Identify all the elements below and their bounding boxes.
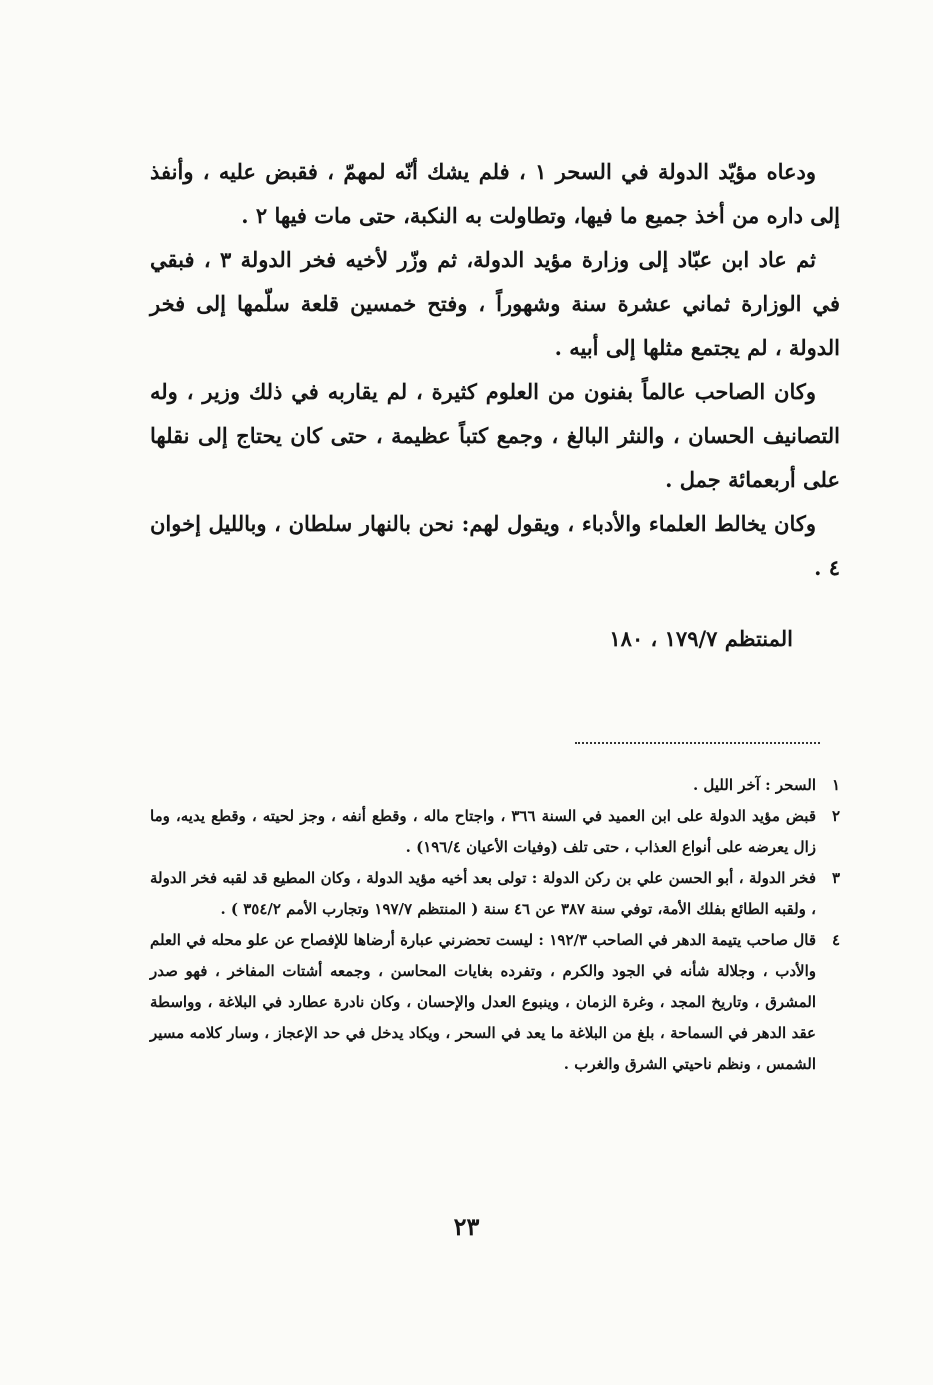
paragraph-2: ثم عاد ابن عبّاد إلى وزارة مؤيد الدولة، ثم وزّر لأخيه فخر الدولة ٣ ، فبقي في الوزارة ثماني عشرة سنة وشهوراً ، وفتح خمسين قلعة سلّمها إلى فخر الدولة ، لم يجتمع مثلها إلى أبيه . <box>150 247 840 360</box>
footnote-text: قبض مؤيد الدولة على ابن العميد في السنة ٣٦٦ ، واجتاح ماله ، وقطع أنفه ، وجز لحيته ، وقطع يديه، وما زال يعرضه على أنواع العذاب ، حتى تلف (وفيات الأعيان ١٩٦/٤) . <box>150 807 816 856</box>
footnote-text: السحر : آخر الليل . <box>692 776 816 794</box>
footnote-number: ٢ <box>831 807 840 825</box>
main-text <box>150 150 840 590</box>
paragraph-3: وكان الصاحب عالماً بفنون من العلوم كثيرة ، لم يقاربه في ذلك وزير ، وله التصانيف الحسان ، والنثر البالغ ، وجمع كتباً عظيمة ، حتى كان يحتاج إلى نقلها على أربعمائة جمل . <box>150 379 840 492</box>
footnotes <box>150 770 840 1080</box>
page-number: ٢٣ <box>453 1212 480 1241</box>
paragraph-4: وكان يخالط العلماء والأدباء ، ويقول لهم: نحن بالنهار سلطان ، وبالليل إخوان ٤ . <box>150 511 840 580</box>
paragraph-1: ودعاه مؤيّد الدولة في السحر ١ ، فلم يشك أنّه لمهمّ ، فقبض عليه ، وأنفذ إلى داره من أخذ جميع ما فيها، وتطاولت به النكبة، حتى مات فيها ٢ . <box>150 159 840 228</box>
footnote-4 <box>150 925 840 1080</box>
footnote-separator <box>575 742 820 744</box>
footnote-text: فخر الدولة ، أبو الحسن علي بن ركن الدولة : تولى بعد أخيه مؤيد الدولة ، وكان المطيع قد لقبه فخر الدولة ، ولقبه الطائع بفلك الأمة، توفي سنة ٣٨٧ عن ٤٦ سنة ( المنتظم ١٩٧/٧ وتجارب الأمم ٣٥٤/٢ ) . <box>150 869 816 918</box>
footnote-2 <box>150 801 840 863</box>
source-citation: المنتظم ١٧٩/٧ ، ١٨٠ <box>609 626 793 651</box>
footnote-text: قال صاحب يتيمة الدهر في الصاحب ١٩٢/٣ : ليست تحضرني عبارة أرضاها للإفصاح عن علو محله في العلم والأدب ، وجلالة شأنه في الجود والكرم ، وتفرده بغايات المحاسن ، وجمعه أشتات المفاخر ، فهو صدر المشرق ، وتاريخ المجد ، وغرة الزمان ، وينبوع العدل والإحسان ، وكان نادرة عطارد في البلاغة ، وواسطة عقد الدهر في السماحة ، بلغ من البلاغة ما يعد في السحر ، ويكاد يدخل في حد الإعجاز ، وسار كلامه مسير الشمس ، ونظم ناحيتي الشرق والغرب . <box>150 931 816 1073</box>
footnote-1 <box>150 770 840 801</box>
footnote-number: ١ <box>831 776 840 794</box>
footnote-number: ٤ <box>831 931 840 949</box>
footnote-number: ٣ <box>831 869 840 887</box>
footnote-3 <box>150 863 840 925</box>
